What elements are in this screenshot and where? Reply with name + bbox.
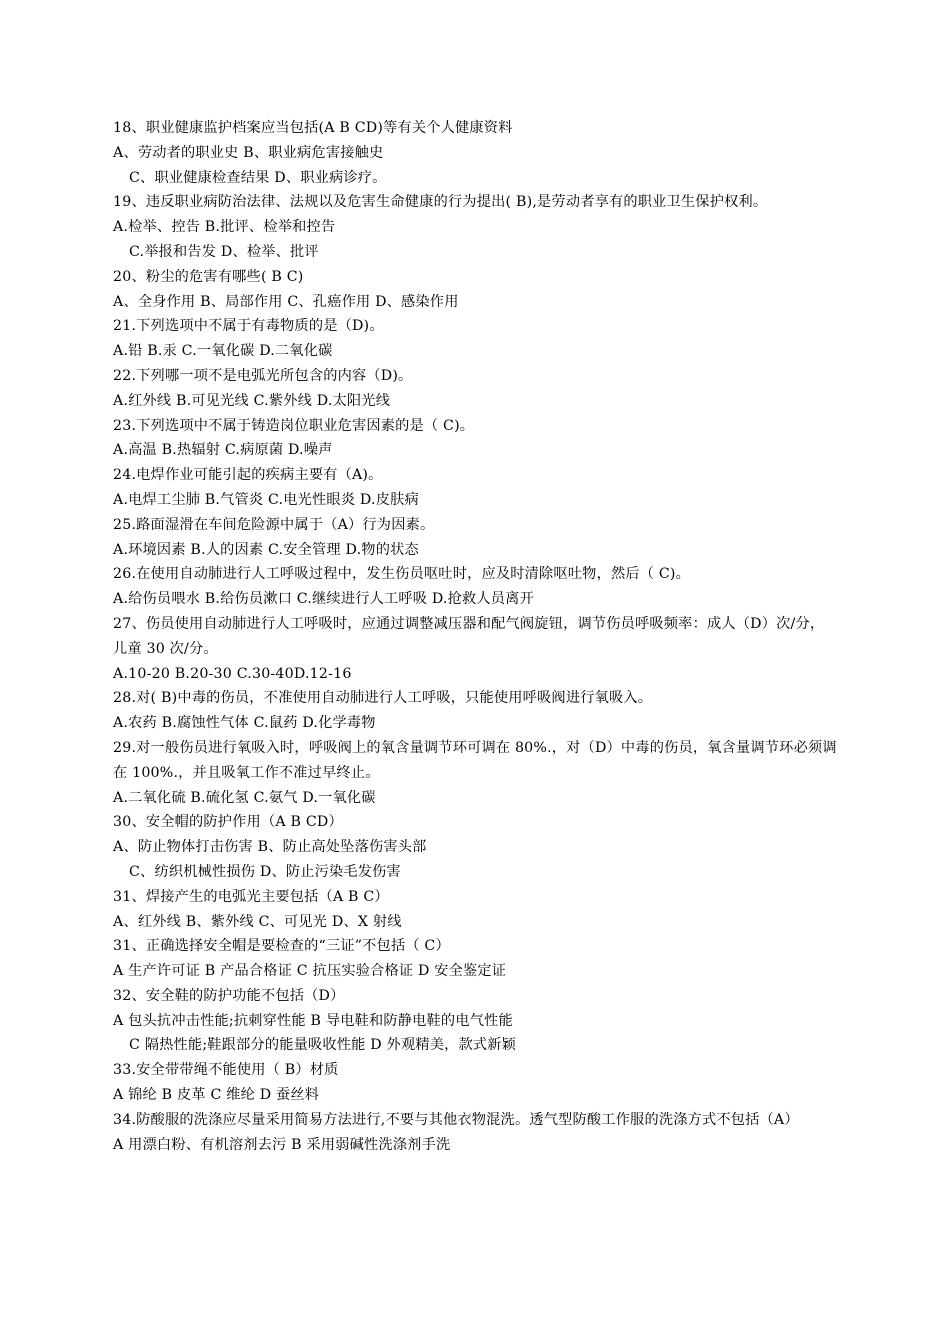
- question-32-options-cd: C 隔热性能;鞋跟部分的能量吸收性能 D 外观精美，款式新颖: [129, 1037, 517, 1054]
- question-21-options: A.铅 B.汞 C.一氧化碳 D.二氧化碳: [113, 343, 333, 360]
- question-22: 22.下列哪一项不是电弧光所包含的内容（D)。: [113, 367, 413, 384]
- document-page: [113, 116, 838, 1157]
- question-34: 34.防酸服的洗涤应尽量采用简易方法进行,不要与其他衣物混洗。透气型防酸工作服的洗涤方式不包括（A）: [113, 1111, 799, 1128]
- question-31b-options: A 生产许可证 B 产品合格证 C 抗压实验合格证 D 安全鉴定证: [113, 963, 507, 980]
- question-32: 32、安全鞋的防护功能不包括（D）: [113, 987, 345, 1004]
- question-27-options: A.10-20 B.20-30 C.30-40D.12-16: [113, 665, 352, 682]
- question-30: 30、安全帽的防护作用（A B CD）: [113, 814, 343, 831]
- question-29: 29.对一般伤员进行氧吸入时，呼吸阀上的氧含量调节环可调在 80%.，对（D）中毒的伤员，氧含量调节环必须调在 100%.，并且吸氧工作不准过早终止。: [113, 739, 837, 781]
- question-20: 20、粉尘的危害有哪些( B C): [113, 268, 304, 285]
- question-31b: 31、正确选择安全帽是要检查的“三证”不包括（ C）: [113, 938, 450, 955]
- question-33-options: A 锦纶 B 皮革 C 维纶 D 蚕丝料: [113, 1087, 320, 1104]
- question-21: 21.下列选项中不属于有毒物质的是（D)。: [113, 318, 384, 335]
- question-20-options: A、全身作用 B、局部作用 C、孔癌作用 D、感染作用: [113, 293, 459, 310]
- question-22-options: A.红外线 B.可见光线 C.紫外线 D.太阳光线: [113, 392, 391, 409]
- question-18: 18、职业健康监护档案应当包括(A B CD)等有关个人健康资料: [113, 120, 513, 136]
- question-28: 28.对( B)中毒的伤员，不准使用自动肺进行人工呼吸，只能使用呼吸阀进行氧吸入。: [113, 690, 653, 707]
- question-34-options: A 用漂白粉、有机溶剂去污 B 采用弱碱性洗涤剂手洗: [113, 1136, 451, 1153]
- question-24: 24.电焊作业可能引起的疾病主要有（A)。: [113, 467, 383, 484]
- question-29-options: A.二氧化硫 B.硫化氢 C.氨气 D.一氧化碳: [113, 789, 376, 806]
- question-31a: 31、焊接产生的电弧光主要包括（A B C）: [113, 888, 389, 905]
- question-25-options: A.环境因素 B.人的因素 C.安全管理 D.物的状态: [113, 541, 419, 558]
- question-30-options-cd: C、纺织机械性损伤 D、防止污染毛发伤害: [129, 863, 401, 880]
- question-23: 23.下列选项中不属于铸造岗位职业危害因素的是（ C)。: [113, 417, 475, 434]
- question-18-options-cd: C、职业健康检查结果 D、职业病诊疗。: [129, 169, 387, 186]
- question-24-options: A.电焊工尘肺 B.气管炎 C.电光性眼炎 D.皮肤病: [113, 491, 419, 508]
- question-19-options-cd: C.举报和告发 D、检举、批评: [129, 243, 319, 260]
- question-23-options: A.高温 B.热辐射 C.病原菌 D.噪声: [113, 442, 333, 459]
- question-28-options: A.农药 B.腐蚀性气体 C.鼠药 D.化学毒物: [113, 715, 376, 732]
- question-30-options-ab: A、防止物体打击伤害 B、防止高处坠落伤害头部: [113, 839, 427, 856]
- question-19: 19、违反职业病防治法律、法规以及危害生命健康的行为提出( B),是劳动者享有的职业卫生保护权利。: [113, 194, 768, 211]
- question-19-options-ab: A.检举、控告 B.批评、检举和控告: [113, 219, 336, 236]
- question-26-options: A.给伤员喂水 B.给伤员漱口 C.继续进行人工呼吸 D.抢救人员离开: [113, 591, 534, 608]
- question-31a-options: A、红外线 B、紫外线 C、可见光 D、X 射线: [113, 913, 402, 930]
- question-26: 26.在使用自动肺进行人工呼吸过程中，发生伤员呕吐时，应及时清除呕吐物，然后（ C)。: [113, 566, 691, 583]
- question-18-options-ab: A、劳动者的职业史 B、职业病危害接触史: [113, 144, 384, 161]
- question-32-options-ab: A 包头抗冲击性能;抗刺穿性能 B 导电鞋和防静电鞋的电气性能: [113, 1012, 513, 1029]
- question-25: 25.路面湿滑在车间危险源中属于（A）行为因素。: [113, 516, 435, 533]
- question-27: 27、伤员使用自动肺进行人工呼吸时，应通过调整减压器和配气阀旋钮，调节伤员呼吸频率：成人（D）次/分，儿童 30 次/分。: [113, 615, 825, 657]
- question-33: 33.安全带带绳不能使用（ B）材质: [113, 1062, 339, 1079]
